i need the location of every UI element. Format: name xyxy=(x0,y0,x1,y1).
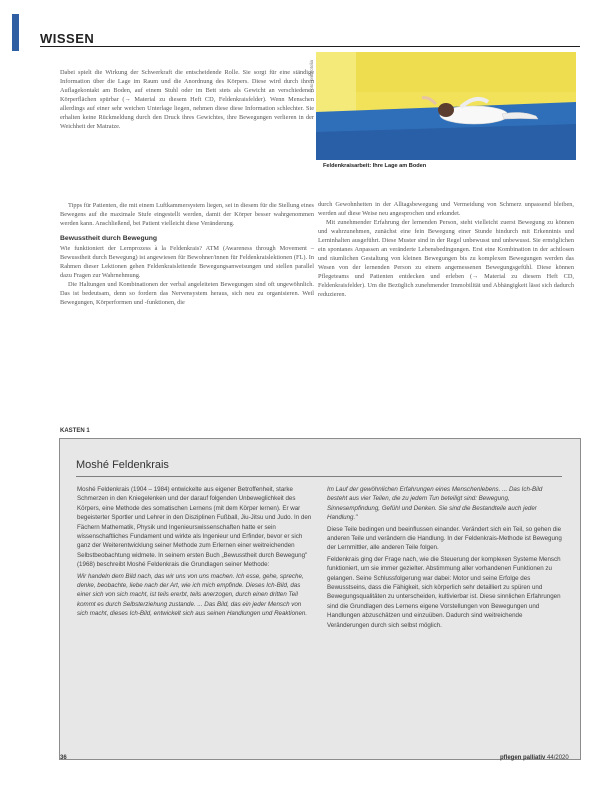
box-paragraph: Diese Teile bedingen und beeinflussen einander. Verändert sich ein Teil, so gehen die anderen Teile und verändern die Handlung. In der Feldenkrais-Methode ist Bewegung der Lernmittler, alle anderen Teile folgen. xyxy=(327,525,562,552)
journal-issue: 44/2020 xyxy=(547,755,569,761)
box-paragraph: Moshé Feldenkrais (1904 – 1984) entwickelte aus eigener Betroffenheit, starke Schmerzen in den Kniegelenken und der darauf folgenden Unbeweglichkeit des Körpers, eine Methode des somatischen Lernens (mit dem Körper lernen). Er war begeisterter Sportler und Lehrer in den Disziplinen Fußball, Jiu-Jitsu und Judo. In den Fächern Mathematik, Physik und Ingenieurswissenschaften hatte er sein wissenschaftliches Fundament und wirkte als Ingenieur und Erfinder, bevor er sich ganz der Weiterentwicklung seiner Methode zum Erlernen einer weitreichenden Selbstbeobachtung widmete. In seinem ersten Buch „Bewusstheit durch Bewegung" (1968) beschreibt Moshé Feldenkrais die Grundlagen seiner Methode: xyxy=(77,486,312,569)
article-column-left-top xyxy=(60,68,314,131)
paragraph: Dabei spielt die Wirkung der Schwerkraft die entscheidende Rolle. Sie sorgt für eine ständige Information über die Lage im Raum und die Anordnung des Körpers. Diese wird durch ihren Auflagekontakt am Boden, auf einem Stuhl oder im Bett stets als Gewicht an verschiedenen Körperflächen spürbar (→ Material zu diesem Heft CD, Feldenkraisfelder). Wenn Menschen allerdings auf einer sehr weichen Unterlage liegen, nehmen diese diese Information schlechter. Sie erhalten keine Rückmeldung durch den Druck ihres Gewichtes, ihre Bewegungen verlieren in der Weichheit der Matratze. xyxy=(60,69,314,130)
page-number: 36 xyxy=(60,755,67,761)
photo-credit: Foto: pm/Fotolia xyxy=(309,60,314,93)
box-quote: Wir handeln dem Bild nach, das wir uns von uns machen. Ich esse, gehe, spreche, denke, beobachte, liebe nach der Art, wie ich mich empfinde. Dieses Ich-Bild, das einer sich von sich macht, ist teils ererbt, teils anerzogen, durch einen dritten Teil kommt es durch Selbsterziehung zustande. ... Das Bild, das ein jeder Mensch von sich macht, dieses Ich-Bild, entwickelt sich aus seinen Handlungen und Reaktionen. xyxy=(77,572,308,618)
paragraph: durch Gewohnheiten in der Alltagsbewegung und Vermeidung von Schmerz unpassend bleiben, werden auf diese Weise neu angesprochen und erkundet. xyxy=(318,201,574,217)
section-accent-bar xyxy=(12,14,19,51)
article-column-right xyxy=(318,200,574,299)
photo-illustration xyxy=(316,52,576,160)
footer-journal xyxy=(500,755,569,761)
box-title: Moshé Feldenkrais xyxy=(76,459,169,471)
box-column-left xyxy=(77,485,312,621)
article-column-left-bottom xyxy=(60,201,314,307)
box-paragraph: Feldenkrais ging der Frage nach, wie die Steuerung der komplexen Systeme Mensch funktioniert, um sie immer gezielter. Abstimmung aller vorhandenen Funktionen zu gelangen. Seine Schlussfolgerung war dabei: Motor und seine Erfolge des Bewusstseins, dass die Fähigkeit, sich körperlich sehr detailliert zu spüren und Bewegungsqualitäten zu unterscheiden, kultivierbar ist. Diese sinnlichen Erfahrungen sind die Grundlagen des Lernens eigene Vorstellungen von Bewegungen und Handlungen abzuschätzen und einzuüben. Dadurch sind weitreichende Veränderungen durch sich selbst möglich. xyxy=(327,555,561,629)
paragraph: Tipps für Patienten, die mit einem Luftkammersystem liegen, sei in diesem für die Stellung eines Bewegens auf die maximale Stufe eingestellt werden, damit der Körper besser wahrgenommen werden kann. Anschließend, bei Patient vielleicht diese Veränderung. xyxy=(60,202,314,227)
section-heading: Bewusstheit durch Bewegung xyxy=(60,235,158,242)
box-rule xyxy=(76,476,562,477)
journal-name: pflegen palliativ xyxy=(500,755,546,761)
section-rule xyxy=(40,46,580,47)
box-column-right xyxy=(327,485,563,632)
paragraph: Mit zunehmender Erfahrung der lernenden Person, steht vielleicht zuerst Bewegung zu können und wahrzunehmen, zunächst eine fein Bewegung einer Stunde hindurch mit Erkenntnis und Lerninhalten ausgeführt. Diese Muster sind in der Regel unbewusst und unbewusst. Sie ermöglichen ein spontanes Anpassen an veränderte Lebensbedingungen. Erst eine Kombination in der achtlosen und räumlichen Gestaltung von kleinen Bewegungen bis zu komplexen Bewegungen werden das Wesen von der lernenden Person zu einem angemessenen Bewegungsgefühl. Diese können Pflegeteams und Patienten entdecken und erleben (→ Material zu diesem Heft CD, Feldenkraisfelder). Um die Bezüglich zunehmender Immobilität und Abhängigkeit lässt sich dadurch reduzieren. xyxy=(318,219,574,298)
paragraph: Wie funktioniert der Lernprozess à la Feldenkrais? ATM (Awareness through Movement – Bewusstheit durch Bewegung) ist angewiesen für Bewohner/innen für Feldenkraislektionen (FL). In Rahmen dieser Lektionen gehen Feldenkraisleitende Bewegungsanweisungen und stellen parallel dazu Fragen zur Wahrnehmung. xyxy=(60,245,314,279)
paragraph: Die Haltungen und Kombinationen der verbal angeleiteten Bewegungen sind oft ungewöhnlich. Das ist bedeutsam, denn so fordern das Nervensystem heraus, sich neu zu organisieren. Weil Bewegungen, Körperformen und -funktionen, die xyxy=(60,281,314,306)
photo-feldenkrais xyxy=(316,52,576,160)
box-label: KASTEN 1 xyxy=(60,428,90,434)
box-quote: Im Lauf der gewöhnlichen Erfahrungen eines Menschenlebens. ... Das Ich-Bild besteht aus vier Teilen, die zu jedem Tun beteiligt sind: Bewegung, Sinnesempfindung, Gefühl und Denken. Sie sind die Bestandteile auch jeder Handlung." xyxy=(327,486,543,522)
photo-caption: Feldenkraisarbeit: Ihre Lage am Boden xyxy=(323,163,427,169)
section-title: WISSEN xyxy=(40,31,95,46)
